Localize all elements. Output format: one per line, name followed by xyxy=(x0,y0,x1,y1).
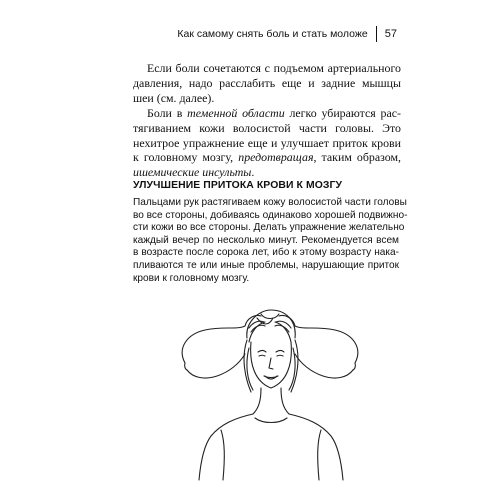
exercise-description xyxy=(133,197,408,285)
woman-massaging-scalp-illustration xyxy=(165,308,375,483)
text-line: тягиванием кожи волосистой части головы. Это xyxy=(133,120,401,135)
text-line: каждый вечер по несколько минут. Рекомендуется всем xyxy=(133,234,399,246)
running-head-divider xyxy=(376,26,377,42)
text-line: в возрасте после сорока лет, ибо к этому возрасту нака- xyxy=(133,247,399,259)
running-head xyxy=(175,26,397,42)
page-number: 57 xyxy=(384,28,397,40)
italic-term: ишемические инсульты xyxy=(133,165,252,180)
text-line: давления, надо расслабить еще и задние мышцы xyxy=(133,75,401,90)
text-run: к головному мозгу, xyxy=(133,150,239,165)
text-line: шеи (см. далее). xyxy=(133,90,215,105)
text-line: во все стороны, добиваясь одинаково хорошей подвижно- xyxy=(133,209,408,221)
text-line xyxy=(133,165,401,180)
text-line xyxy=(133,150,401,165)
text-run: , таким образом, xyxy=(313,150,401,165)
text-line: Пальцами рук растягиваем кожу волосистой части головы xyxy=(133,197,407,208)
paragraph-2 xyxy=(133,106,401,180)
text-run: Боли в xyxy=(147,106,188,120)
text-line xyxy=(133,106,401,121)
italic-term: теменной области xyxy=(187,106,285,120)
italic-term: предотвращая xyxy=(238,150,314,165)
text-line: пливаются те или иные проблемы, нарушающие приток xyxy=(133,259,399,271)
text-line: нехитрое упражнение еще и улучшает приток крови xyxy=(133,135,401,150)
section-heading: УЛУЧШЕНИЕ ПРИТОКА КРОВИ К МОЗГУ xyxy=(133,180,343,191)
paragraph-1 xyxy=(133,61,401,105)
text-line: Если боли сочетаются с подъемом артериального xyxy=(147,61,401,75)
text-run: . xyxy=(251,165,255,180)
text-line: сти кожи во все стороны. Делать упражнение желательно xyxy=(133,222,405,234)
text-run: легко убираются рас- xyxy=(284,106,401,120)
running-head-title: Как самому снять боль и стать моложе xyxy=(177,28,368,40)
text-line: крови к головному мозгу. xyxy=(133,272,250,284)
